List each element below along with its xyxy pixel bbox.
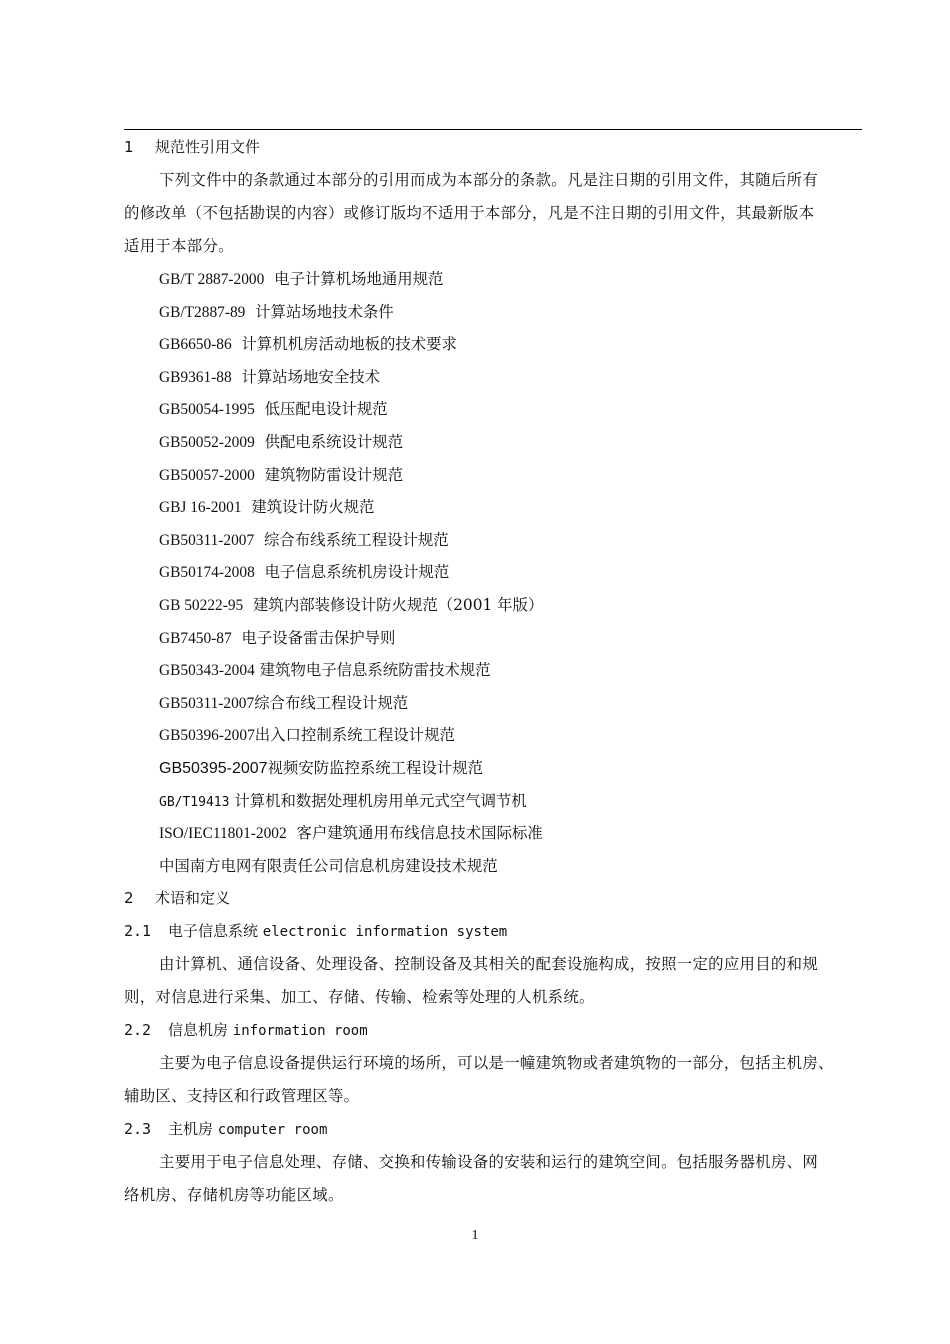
header-rule xyxy=(124,129,862,130)
reference-item: ISO/IEC11801-2002 客户建筑通用布线信息技术国际标准 xyxy=(159,824,543,843)
reference-item: GB50395-2007视频安防监控系统工程设计规范 xyxy=(159,758,484,777)
reference-item: GB50054-1995 低压配电设计规范 xyxy=(159,400,388,419)
term-2-3-definition: 主要用于电子信息处理、存储、交换和传输设备的安装和运行的建筑空间。包括服务器机房、网 络机房、存储机房等功能区域。 xyxy=(124,1153,819,1205)
section-title: 规范性引用文件 xyxy=(155,138,261,156)
reference-item: 中国南方电网有限责任公司信息机房建设技术规范 xyxy=(159,856,498,875)
intro-line: 下列文件中的条款通过本部分的引用而成为本部分的条款。凡是注日期的引用文件，其随后所有 xyxy=(159,171,819,189)
section-number: 1 xyxy=(124,138,134,156)
reference-item: GB7450-87 电子设备雷击保护导则 xyxy=(159,628,396,647)
reference-item: GB/T 2887-2000 电子计算机场地通用规范 xyxy=(159,270,444,288)
reference-item: GB50174-2008 电子信息系统机房设计规范 xyxy=(159,563,450,582)
term-2-1-definition: 由计算机、通信设备、处理设备、控制设备及其相关的配套设施构成，按照一定的应用目的和规 则，对信息进行采集、加工、存储、传输、检索等处理的人机系统。 xyxy=(124,955,819,1007)
term-2-1-heading: 2.1 电子信息系统 electronic information system xyxy=(124,922,508,941)
section-1-heading xyxy=(124,131,862,164)
section-1-intro xyxy=(124,164,862,263)
reference-item: GB50396-2007出入口控制系统工程设计规范 xyxy=(159,726,455,745)
reference-item: GB50343-2004 建筑物电子信息系统防雷技术规范 xyxy=(159,661,491,680)
reference-item: GB50052-2009 供配电系统设计规范 xyxy=(159,432,404,451)
reference-item: GB6650-86 计算机机房活动地板的技术要求 xyxy=(159,335,457,354)
section-2-heading xyxy=(124,882,862,915)
reference-item: GB50311-2007 综合布线系统工程设计规范 xyxy=(159,530,449,549)
term-2-3-heading: 2.3 主机房 computer room xyxy=(124,1120,328,1139)
reference-item: GB/T19413 计算机和数据处理机房用单元式空气调节机 xyxy=(159,791,527,810)
term-2-2-heading: 2.2 信息机房 information room xyxy=(124,1021,368,1040)
reference-item: GB50311-2007综合布线工程设计规范 xyxy=(159,693,409,712)
reference-item: GB50057-2000 建筑物防雷设计规范 xyxy=(159,465,404,484)
reference-item: GBJ 16-2001 建筑设计防火规范 xyxy=(159,498,375,517)
reference-item: GB9361-88 计算站场地安全技术 xyxy=(159,367,381,386)
intro-line: 适用于本部分。 xyxy=(124,237,234,255)
reference-item: GB/T2887-89 计算站场地技术条件 xyxy=(159,302,394,321)
section-title: 术语和定义 xyxy=(155,889,231,908)
term-2-2-definition: 主要为电子信息设备提供运行环境的场所，可以是一幢建筑物或者建筑物的一部分，包括主机房、 辅助区、支持区和行政管理区等。 xyxy=(124,1054,834,1106)
reference-item: GB 50222-95 建筑内部装修设计防火规范（2001 年版） xyxy=(159,595,544,614)
page-number: 1 xyxy=(471,1228,479,1243)
document-body xyxy=(124,131,862,1212)
section-number: 2 xyxy=(124,889,134,908)
intro-line: 的修改单（不包括勘误的内容）或修订版均不适用于本部分，凡是不注日期的引用文件，其最新版本 xyxy=(124,204,815,222)
reference-list xyxy=(124,263,862,882)
